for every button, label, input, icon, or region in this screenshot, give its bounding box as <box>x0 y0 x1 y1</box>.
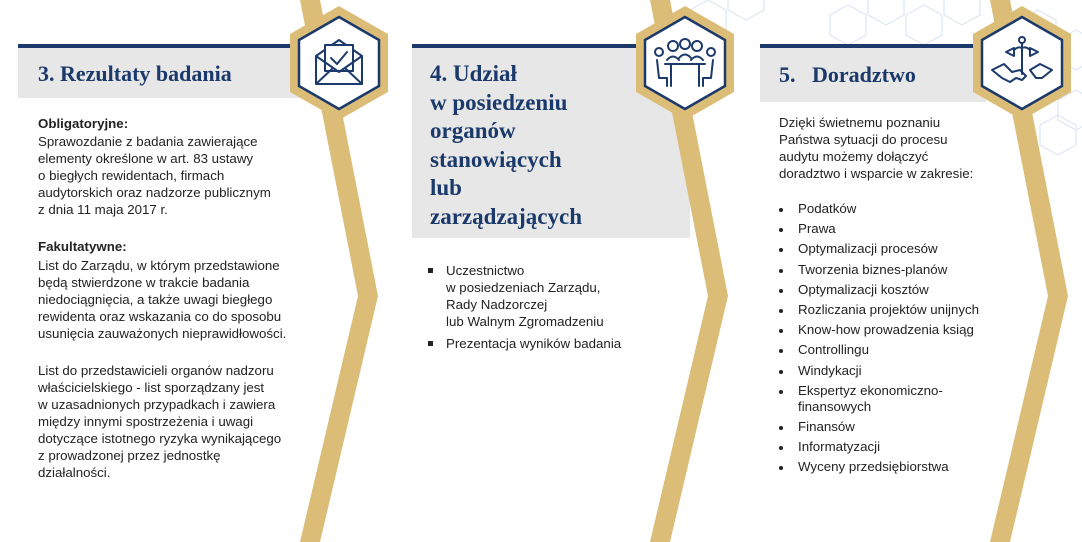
section-heading-obligatory: Obligatoryjne: <box>38 116 129 131</box>
list-item: Tworzenia biznes-planów <box>778 262 988 278</box>
column-title: 4. Udział w posiedzeniu organów stanowiących lub zarządzających <box>430 61 582 229</box>
list-item: Finansów <box>778 419 988 435</box>
list-item: Wyceny przedsiębiorstwa <box>778 459 988 475</box>
list-item: Rozliczania projektów unijnych <box>778 302 988 318</box>
list-item: Windykacji <box>778 363 988 379</box>
list-item: Podatków <box>778 201 988 217</box>
section-text-obligatory: Sprawozdanie z badania zawierające elementy określone w art. 83 ustawy o biegłych rewidentach, firmach audytorskich oraz nadzorze publicznym z dnia 11 maja 2017 r. <box>38 134 271 217</box>
list-item: Optymalizacji kosztów <box>778 282 988 298</box>
advisory-intro: Dzięki świetnemu poznaniu Państwa sytuacji do procesu audytu możemy dołączyć doradztwo i wsparcie w zakresie: <box>779 115 974 181</box>
hex-badge <box>633 4 737 124</box>
list-item: Uczestnictwo w posiedzeniach Zarządu, Rady Nadzorczej lub Walnym Zgromadzeniu <box>426 262 656 330</box>
list-item: Controllingu <box>778 342 988 358</box>
list-item: Optymalizacji procesów <box>778 241 988 257</box>
hex-badge <box>970 4 1074 124</box>
list-item: Informatyzacji <box>778 439 988 455</box>
advisory-list <box>778 201 988 479</box>
list-item: Prawa <box>778 221 988 237</box>
list-item: Ekspertyz ekonomiczno- finansowych <box>778 383 988 415</box>
section-heading-optional: Fakultatywne: <box>38 239 127 254</box>
column-title: 5. Doradztwo <box>779 62 916 87</box>
hex-badge <box>287 4 391 124</box>
section-text-supervisory: List do przedstawicieli organów nadzoru właścicielskiego - list sporządzany jest w uzasadnionych przypadkach i zawiera między innymi spostrzeżenia i uwagi dotyczące istotnego ryzyka wynikającego z prowadzonej przez jednostkę działalności. <box>38 363 282 480</box>
list-item: Prezentacja wyników badania <box>426 335 656 352</box>
participation-list <box>426 262 656 357</box>
list-item: Know-how prowadzenia ksiąg <box>778 322 988 338</box>
section-text-optional: List do Zarządu, w którym przedstawione będą stwierdzone w trakcie badania niedociągnięcia, a także uwagi biegłego rewidenta oraz wskazania co do sposobu usunięcia zauważonych nieprawidłowości. <box>38 258 287 341</box>
column-title: 3. Rezultaty badania <box>38 61 232 86</box>
